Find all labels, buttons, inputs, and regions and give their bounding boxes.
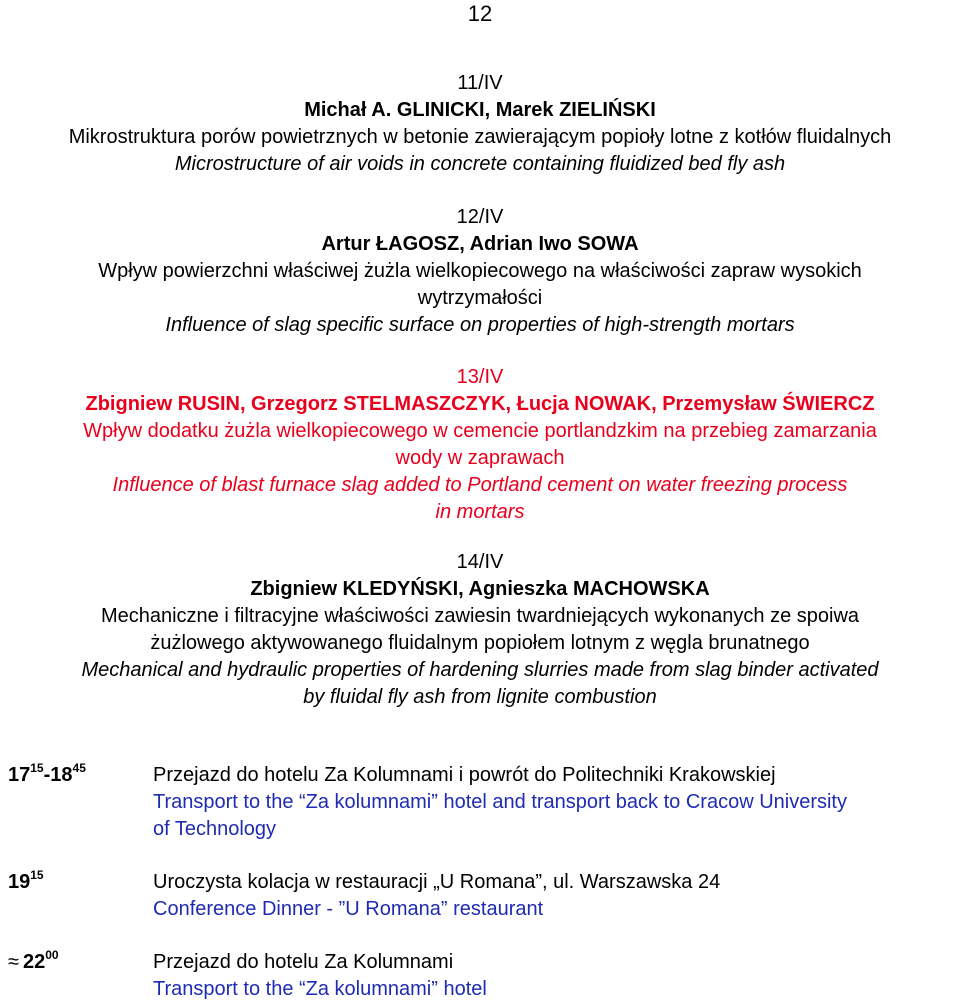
paper-entry-14	[0, 549, 960, 711]
paper-entry-13	[0, 364, 960, 526]
paper-title-pl: wytrzymałości	[417, 287, 543, 309]
paper-title-pl: Mechaniczne i filtracyjne właściwości zawiesin twardniejących wykonanych ze spoiwa	[100, 605, 860, 627]
schedule-text-en: of Technology	[153, 818, 277, 840]
paper-title-en: Influence of slag specific surface on properties of high-strength mortars	[165, 314, 795, 336]
schedule-text-pl: Przejazd do hotelu Za Kolumnami i powrót do Politechniki Krakowskiej	[153, 764, 776, 786]
approx-icon: ≈	[8, 951, 19, 973]
schedule-description	[153, 869, 720, 923]
schedule-text-en: Transport to the “Za kolumnami” hotel	[153, 978, 487, 1000]
paper-authors: Michał A. GLINICKI, Marek ZIELIŃSKI	[304, 99, 656, 121]
schedule-time: ≈ $22^{00}$	[8, 949, 59, 978]
paper-title-pl: Wpływ powierzchni właściwej żużla wielkopiecowego na właściwości zapraw wysokich	[98, 260, 862, 282]
paper-title-pl: żużlowego aktywowanego fluidalnym popiołem lotnym z węgla brunatnego	[150, 632, 810, 654]
paper-id: 12/IV	[456, 206, 504, 228]
paper-title-en: Influence of blast furnace slag added to Portland cement on water freezing process	[112, 474, 848, 496]
paper-id: 14/IV	[456, 551, 504, 573]
schedule-description	[153, 762, 847, 843]
paper-authors: Artur ŁAGOSZ, Adrian Iwo SOWA	[321, 233, 639, 255]
paper-title-pl: Mikrostruktura porów powietrznych w betonie zawierającym popioły lotne z kotłów fluidalnych	[68, 126, 892, 148]
schedule-description	[153, 949, 487, 1003]
paper-id: 11/IV	[457, 72, 503, 94]
paper-title-en: in mortars	[435, 501, 525, 523]
paper-entry-11	[0, 70, 960, 178]
paper-title-en: Mechanical and hydraulic properties of hardening slurries made from slag binder activated	[81, 659, 879, 681]
paper-title-pl: Wpływ dodatku żużla wielkopiecowego w cemencie portlandzkim na przebieg zamarzania	[83, 420, 877, 442]
schedule-text-en: Conference Dinner - ”U Romana” restaurant	[153, 898, 544, 920]
paper-entry-12	[0, 204, 960, 339]
schedule-time: $17^{15}-18^{45}$	[8, 761, 86, 786]
paper-id: 13/IV	[456, 366, 504, 388]
page-number: 12	[467, 1, 493, 26]
paper-title-en: by fluidal fly ash from lignite combustion	[303, 686, 657, 708]
paper-authors: Zbigniew RUSIN, Grzegorz STELMASZCZYK, Łucja NOWAK, Przemysław ŚWIERCZ	[85, 393, 875, 415]
schedule-text-pl: Przejazd do hotelu Za Kolumnami	[153, 951, 454, 973]
paper-authors: Zbigniew KLEDYŃSKI, Agnieszka MACHOWSKA	[250, 578, 710, 600]
schedule-text-en: Transport to the “Za kolumnami” hotel and transport back to Cracow University	[153, 791, 847, 813]
paper-title-pl: wody w zaprawach	[395, 447, 565, 469]
schedule-time: $19^{15}$	[8, 868, 44, 893]
paper-title-en: Microstructure of air voids in concrete containing fluidized bed fly ash	[174, 153, 786, 175]
schedule-text-pl: Uroczysta kolacja w restauracji „U Romana”, ul. Warszawska 24	[153, 871, 721, 893]
